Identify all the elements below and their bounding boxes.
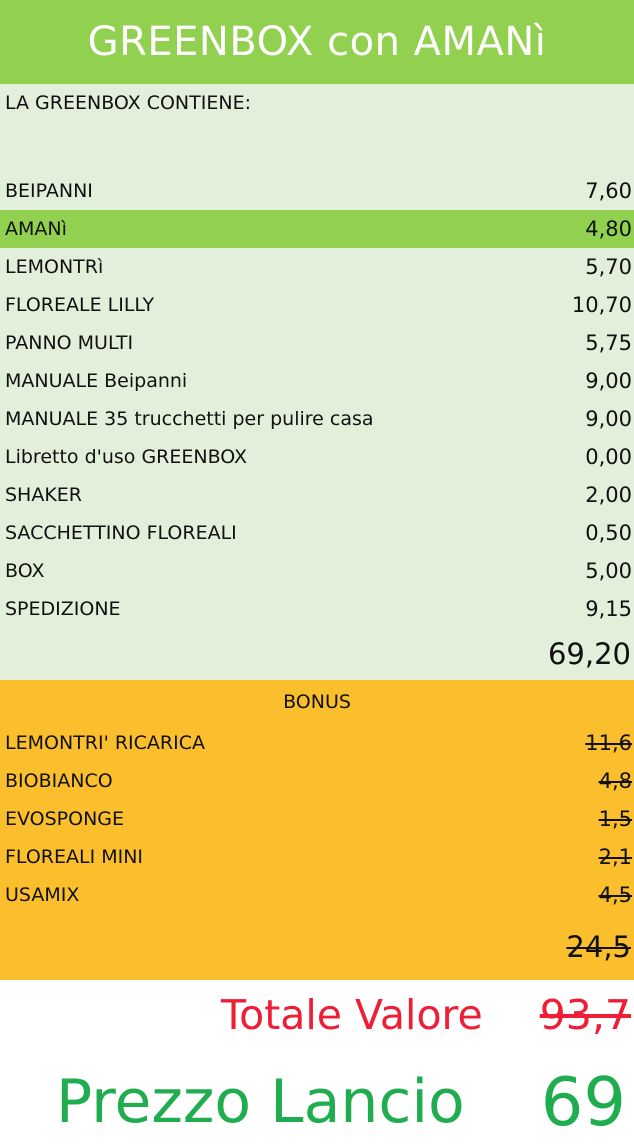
item-price: 9,00 <box>585 369 632 393</box>
item-name: BIOBIANCO <box>5 770 113 792</box>
list-item <box>0 286 634 324</box>
list-item <box>0 324 634 362</box>
list-item <box>0 514 634 552</box>
list-item <box>0 438 634 476</box>
item-price: 9,00 <box>585 407 632 431</box>
item-name: BEIPANNI <box>5 180 93 202</box>
item-price: 4,8 <box>598 769 632 793</box>
list-item <box>0 172 634 210</box>
item-price: 5,00 <box>585 559 632 583</box>
list-item <box>0 248 634 286</box>
item-price: 0,00 <box>585 445 632 469</box>
list-item <box>0 590 634 628</box>
list-item <box>0 400 634 438</box>
prezzo-lancio-row <box>0 1050 634 1147</box>
contents-total-value: 69,20 <box>547 637 631 671</box>
item-price: 4,80 <box>585 217 632 241</box>
totale-valore-row <box>0 980 634 1050</box>
bonus-section <box>0 680 634 980</box>
page-title: GREENBOX con AMANì <box>0 0 634 84</box>
list-item <box>0 838 634 876</box>
bonus-total <box>0 914 634 980</box>
item-name: Libretto d'uso GREENBOX <box>5 446 248 468</box>
list-item <box>0 762 634 800</box>
item-name: USAMIX <box>5 884 80 906</box>
list-item <box>0 876 634 914</box>
contents-section <box>0 84 634 680</box>
item-name: SACCHETTINO FLOREALI <box>5 522 237 544</box>
item-name: LEMONTRì <box>5 256 104 278</box>
list-item <box>0 362 634 400</box>
item-price: 9,15 <box>585 597 632 621</box>
list-item <box>0 552 634 590</box>
item-price: 5,70 <box>585 255 632 279</box>
item-price: 7,60 <box>585 179 632 203</box>
item-name: BOX <box>5 560 45 582</box>
list-item <box>0 476 634 514</box>
item-name: FLOREALI MINI <box>5 846 144 868</box>
item-name: PANNO MULTI <box>5 332 134 354</box>
totale-valore-value: 93,7 <box>539 991 631 1039</box>
item-price: 4,5 <box>598 883 632 907</box>
item-name: MANUALE Beipanni <box>5 370 188 392</box>
prezzo-lancio-label: Prezzo Lancio <box>55 1066 465 1137</box>
contents-list <box>0 172 634 628</box>
item-name: SHAKER <box>5 484 83 506</box>
item-name: AMANì <box>5 218 67 240</box>
item-price: 10,70 <box>571 293 632 317</box>
contents-total <box>0 628 634 680</box>
item-name: FLOREALE LILLY <box>5 294 155 316</box>
item-name: SPEDIZIONE <box>5 598 121 620</box>
list-item <box>0 800 634 838</box>
item-price: 1,5 <box>598 807 632 831</box>
totale-valore-label: Totale Valore <box>221 991 483 1039</box>
list-item <box>0 724 634 762</box>
item-price: 5,75 <box>585 331 632 355</box>
prezzo-lancio-value: 69 <box>540 1062 626 1141</box>
item-name: LEMONTRI' RICARICA <box>5 732 205 754</box>
item-price: 11,6 <box>585 731 632 755</box>
contents-intro: LA GREENBOX CONTIENE: <box>5 92 251 114</box>
item-price: 2,00 <box>585 483 632 507</box>
bonus-title: BONUS <box>283 691 351 713</box>
bonus-list <box>0 724 634 914</box>
item-price: 0,50 <box>585 521 632 545</box>
bonus-total-value: 24,5 <box>566 930 631 964</box>
item-name: EVOSPONGE <box>5 808 125 830</box>
item-name: MANUALE 35 trucchetti per pulire casa <box>5 408 374 430</box>
contents-spacer <box>0 128 634 172</box>
item-price: 2,1 <box>598 845 632 869</box>
list-item <box>0 210 634 248</box>
